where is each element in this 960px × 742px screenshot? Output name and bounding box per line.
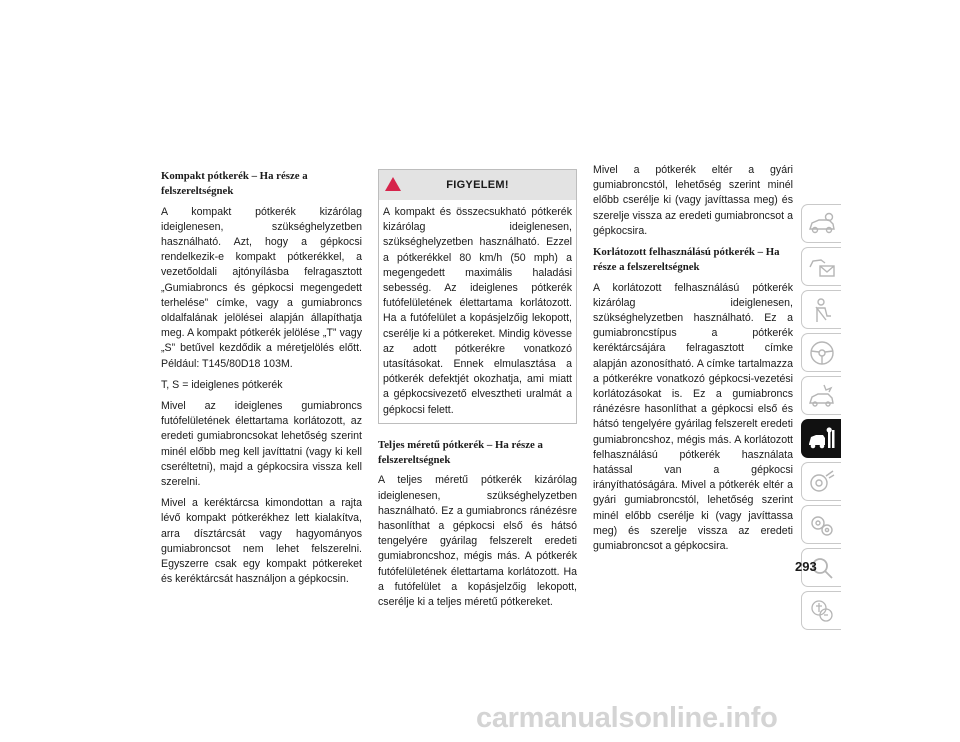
paragraph: A korlátozott felhasználású pótkerék kizárólag ideiglenesen, szükséghelyzetben használható. Ez a gumiabroncstípus a pótkerék keréktárcsájára felragasztott címke alapján azonosítható. A címke tartalmazza a pótkerékre vonatkozó gépkocsi-vezetési korlátozásokat is. Ez a gumiabroncs ránézésre hasonlíthat a gépkocsi első és hátsó tengelyére gyárilag felszerelt eredeti gumiabroncshoz, mégis más. A korlátozott felhasználású pótkerék használata hatással van a gépkocsi irányíthatóságára. Mivel a pótkerék eltér a gyári gumiabroncstól, lehetőség szerint minél előbb cserélje ki (vagy javíttassa meg) és szerelje vissza az eredeti gumiabroncsot a gépkocsira.	[593, 281, 793, 553]
tab-car-tools[interactable]	[801, 419, 841, 458]
warning-box	[378, 169, 577, 424]
warning-header	[379, 170, 576, 200]
column-right	[593, 163, 793, 560]
tab-car-crash[interactable]	[801, 376, 841, 415]
tab-car-info[interactable]	[801, 204, 841, 243]
car-wrench-icon	[807, 468, 837, 496]
car-crash-icon	[807, 382, 837, 410]
paragraph: Mivel az ideiglenes gumiabroncs futófelületének élettartama korlátozott, az eredeti gumiabroncsokat lehetőség szerint minél előbb meg kell javíttatni (vagy ki kell cseréltetni), majd a gépkocsira vissza kell szerelni.	[161, 400, 362, 489]
steering-wheel-icon	[807, 339, 837, 367]
car-spec-icon	[807, 511, 837, 539]
tab-languages[interactable]	[801, 591, 841, 630]
tab-car-mail[interactable]	[801, 247, 841, 286]
car-mail-icon	[807, 253, 837, 281]
tab-car-spec[interactable]	[801, 505, 841, 544]
watermark: carmanualsonline.info	[476, 702, 778, 734]
warning-triangle-icon	[384, 176, 402, 192]
tab-steering[interactable]	[801, 333, 841, 372]
paragraph: A kompakt pótkerék kizárólag ideiglenesen, szükséghelyzetben használható. Azt, hogy a gépkocsi rendelkezik-e kompakt pótkerékkel, a vezetőoldali ajtónyílásba felragasztott „Gumiabroncs és gépkocsi megengedett terhelése” címke, vagy a gumiabroncs oldalfalának jelölései alapján állapíthatja meg. A kompakt pótkerék jelölése „T” vagy „S” betűvel kezdődik a méretjelölés előtt. Például: T145/80D18 103M.	[161, 205, 362, 370]
tab-car-wrench[interactable]	[801, 462, 841, 501]
car-info-icon	[807, 210, 837, 238]
tab-seatbelt[interactable]	[801, 290, 841, 329]
section-heading-compact-spare: Kompakt pótkerék – Ha része a felszereltségnek	[161, 170, 308, 197]
paragraph: Mivel a keréktárcsa kimondottan a rajta lévő kompakt pótkerékhez lett kialakítva, arra dísztárcsát vagy hagyományos gumiabroncsot nem lehet felszerelni. Egyszerre csak egy kompakt pótkereket és keréktárcsát használjon a gépkocsin.	[161, 497, 362, 586]
section-heading-full-size-spare: Teljes méretű pótkerék – Ha része a felszereltségnek	[378, 438, 543, 466]
paragraph: Mivel a pótkerék eltér a gyári gumiabroncstól, lehetőség szerint minél előbb cserélje ki (vagy javíttassa meg) és szerelje vissza az eredeti gumiabroncsot a gépkocsira.	[593, 164, 793, 237]
car-tools-icon	[807, 425, 837, 453]
column-left	[161, 169, 362, 593]
languages-icon	[807, 597, 837, 625]
paragraph: T, S = ideiglenes pótkerék	[161, 378, 283, 391]
section-heading-limited-use-spare: Korlátozott felhasználású pótkerék – Ha része a felszereltségnek	[593, 246, 780, 273]
page-number: 293	[795, 559, 817, 574]
seatbelt-icon	[807, 296, 837, 324]
warning-title: FIGYELEM!	[446, 179, 509, 191]
column-middle	[378, 169, 577, 616]
paragraph: A teljes méretű pótkerék kizárólag ideiglenesen, szükséghelyzetben használható. Ez a gumiabroncs ránézésre hasonlíthat a gépkocsi első és hátsó tengelyére gyárilag felszerelt eredeti gumiabroncshoz, mégis más. A pótkerék futófelületének élettartama korlátozott. Ha a futófelület a kopásjelzőig lekopott, cserélje ki a teljes méretű pótkereket.	[378, 474, 577, 609]
warning-text: A kompakt és összecsukható pótkerék kizárólag ideiglenesen, szükséghelyzetben használható. Ezzel a pótkerékkel 80 km/h (50 mph) a megengedett maximális haladási sebesség. Az ideiglenes pótkerék futófelületének élettartama korlátozott. Ha a futófelület a kopásjelzőig lekopott, cserélje ki a pótkereket. Mindig kövesse az adott pótkerékre vonatkozó utasításokat. Ennek elmulasztása a pótkerék defektjét okozhatja, ami miatt a gépkocsivezető elvesztheti uralmát a gépkocsi felett.	[383, 206, 572, 416]
